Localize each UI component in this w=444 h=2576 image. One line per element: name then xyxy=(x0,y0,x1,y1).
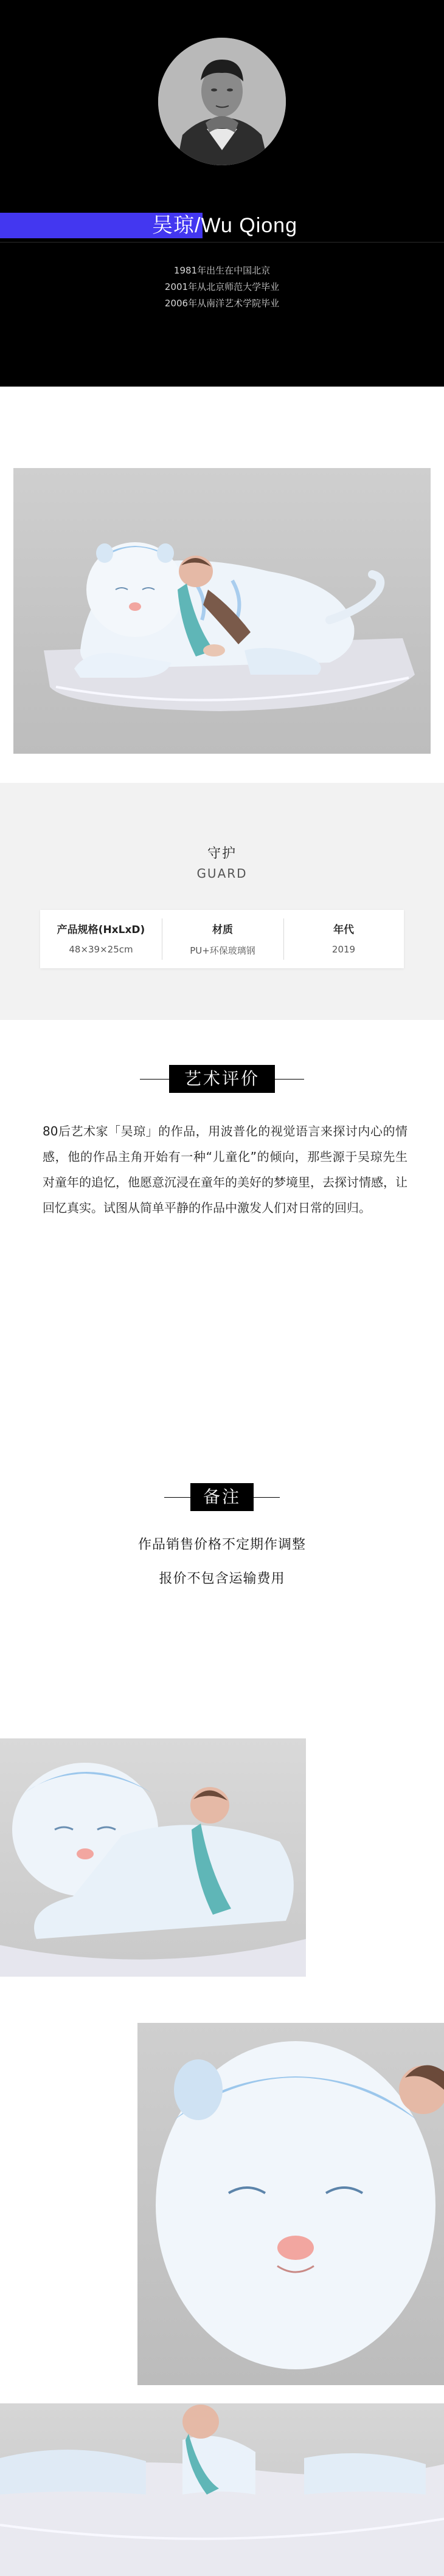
note-line: 报价不包含运输费用 xyxy=(159,1571,285,1586)
artist-portrait-image xyxy=(158,38,286,165)
tiger-face-image xyxy=(137,2023,444,2385)
spec-table xyxy=(40,910,404,968)
artist-avatar xyxy=(158,38,286,165)
artist-header xyxy=(0,0,444,387)
detail-photo-3 xyxy=(0,2403,444,2576)
artwork-photo xyxy=(13,468,431,754)
artwork-title: 守护 xyxy=(207,846,237,861)
spec-label: 材质 xyxy=(212,924,233,936)
spec-value: 2019 xyxy=(331,944,356,955)
critique-heading: 艺术评价 xyxy=(169,1065,275,1093)
artist-bio xyxy=(0,263,444,312)
tiger-detail-image xyxy=(0,1738,306,1977)
notes-heading: 备注 xyxy=(190,1483,254,1511)
sculpture-base-image xyxy=(0,2403,444,2576)
artwork-info-section xyxy=(0,783,444,1020)
detail-photo-2 xyxy=(137,2023,444,2385)
spec-label: 产品规格(HxLxD) xyxy=(57,924,145,936)
bio-line: 2006年从南洋艺术学院毕业 xyxy=(164,298,280,309)
detail-photo-1 xyxy=(0,1738,306,1977)
divider xyxy=(0,242,444,243)
spec-material xyxy=(162,910,283,968)
spec-size xyxy=(40,910,162,968)
critique-text: 80后艺术家「吴琼」的作品，用波普化的视觉语言来探讨内心的情感，他的作品主角开始有一种“儿童化”的倾向，那些源于吴琼先生对童年的追忆，他愿意沉浸在童年的美好的梦境里，去探讨情感，让回忆真实。试图从简单平静的作品中激发人们对日常的回归。 xyxy=(43,1124,408,1215)
spec-year xyxy=(283,910,404,968)
spec-value: PU+环保玻璃钢 xyxy=(190,945,255,956)
artist-name: 吴琼/Wu Qiong xyxy=(152,214,298,237)
artwork-title-en: GUARD xyxy=(196,866,248,881)
tiger-sculpture-image xyxy=(13,468,431,754)
spec-label: 年代 xyxy=(333,924,354,936)
bio-line: 2001年从北京师范大学毕业 xyxy=(164,281,280,292)
bio-line: 1981年出生在中国北京 xyxy=(173,265,271,276)
note-line: 作品销售价格不定期作调整 xyxy=(137,1537,306,1552)
spec-value: 48×39×25cm xyxy=(69,944,133,955)
